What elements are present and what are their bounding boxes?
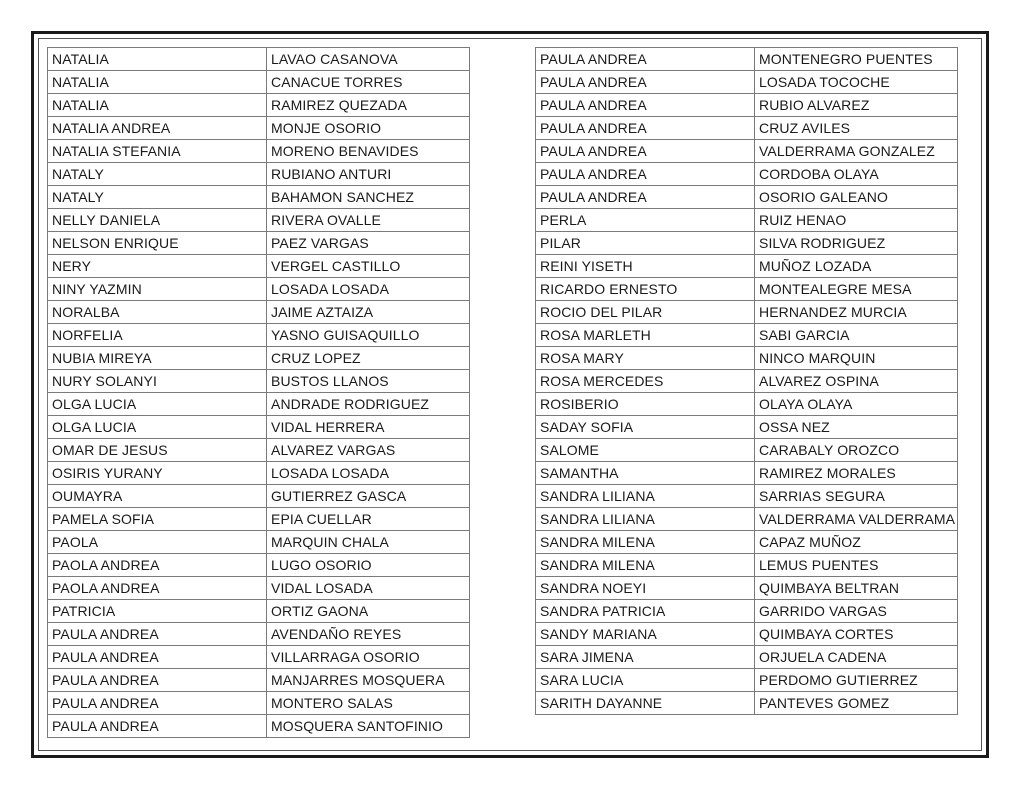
table-row: [536, 623, 958, 646]
surname-cell: MONTENEGRO PUENTES: [755, 48, 958, 71]
table-row: [536, 209, 958, 232]
given-name-cell: PAULA ANDREA: [536, 163, 755, 186]
table-row: [536, 485, 958, 508]
surname-cell: OSORIO GALEANO: [755, 186, 958, 209]
given-name-cell: SARITH DAYANNE: [536, 692, 755, 715]
table-row: [48, 600, 470, 623]
surname-cell: NINCO MARQUIN: [755, 347, 958, 370]
surname-cell: RUIZ HENAO: [755, 209, 958, 232]
given-name-cell: OUMAYRA: [48, 485, 267, 508]
table-row: [48, 163, 470, 186]
given-name-cell: PERLA: [536, 209, 755, 232]
given-name-cell: PAULA ANDREA: [48, 646, 267, 669]
surname-cell: MORENO BENAVIDES: [267, 140, 470, 163]
given-name-cell: ROSA MARY: [536, 347, 755, 370]
table-row: [48, 186, 470, 209]
given-name-cell: PAOLA ANDREA: [48, 554, 267, 577]
given-name-cell: NINY YAZMIN: [48, 278, 267, 301]
table-row: [536, 94, 958, 117]
table-row: [536, 278, 958, 301]
surname-cell: ORTIZ GAONA: [267, 600, 470, 623]
table-row: [48, 71, 470, 94]
table-row: [48, 140, 470, 163]
table-row: [536, 324, 958, 347]
table-row: [48, 554, 470, 577]
table-row: [48, 347, 470, 370]
table-row: [536, 462, 958, 485]
given-name-cell: PAULA ANDREA: [536, 48, 755, 71]
given-name-cell: NERY: [48, 255, 267, 278]
given-name-cell: NATALIA: [48, 48, 267, 71]
given-name-cell: PAULA ANDREA: [536, 71, 755, 94]
surname-cell: VIDAL HERRERA: [267, 416, 470, 439]
table-row: [48, 232, 470, 255]
table-row: [536, 439, 958, 462]
surname-cell: OSSA NEZ: [755, 416, 958, 439]
given-name-cell: SANDY MARIANA: [536, 623, 755, 646]
surname-cell: VERGEL CASTILLO: [267, 255, 470, 278]
given-name-cell: NATALIA STEFANIA: [48, 140, 267, 163]
surname-cell: MONTERO SALAS: [267, 692, 470, 715]
surname-cell: MANJARRES MOSQUERA: [267, 669, 470, 692]
given-name-cell: SARA JIMENA: [536, 646, 755, 669]
surname-cell: SARRIAS SEGURA: [755, 485, 958, 508]
table-row: [48, 301, 470, 324]
surname-cell: VALDERRAMA GONZALEZ: [755, 140, 958, 163]
names-table-right: [535, 47, 958, 715]
surname-cell: CRUZ AVILES: [755, 117, 958, 140]
surname-cell: JAIME AZTAIZA: [267, 301, 470, 324]
surname-cell: MARQUIN CHALA: [267, 531, 470, 554]
surname-cell: MOSQUERA SANTOFINIO: [267, 715, 470, 738]
table-row: [536, 255, 958, 278]
given-name-cell: OMAR DE JESUS: [48, 439, 267, 462]
table-row: [536, 577, 958, 600]
surname-cell: YASNO GUISAQUILLO: [267, 324, 470, 347]
surname-cell: ALVAREZ OSPINA: [755, 370, 958, 393]
table-row: [536, 370, 958, 393]
given-name-cell: NURY SOLANYI: [48, 370, 267, 393]
surname-cell: CRUZ LOPEZ: [267, 347, 470, 370]
table-row: [48, 324, 470, 347]
surname-cell: MONTEALEGRE MESA: [755, 278, 958, 301]
given-name-cell: SANDRA NOEYI: [536, 577, 755, 600]
given-name-cell: ROSA MARLETH: [536, 324, 755, 347]
table-row: [536, 646, 958, 669]
table-row: [48, 370, 470, 393]
table-row: [536, 71, 958, 94]
given-name-cell: OSIRIS YURANY: [48, 462, 267, 485]
surname-cell: ANDRADE RODRIGUEZ: [267, 393, 470, 416]
names-table-left: [47, 47, 470, 738]
table-row: [48, 94, 470, 117]
table-row: [48, 393, 470, 416]
surname-cell: PANTEVES GOMEZ: [755, 692, 958, 715]
table-row: [48, 209, 470, 232]
given-name-cell: ROSA MERCEDES: [536, 370, 755, 393]
given-name-cell: NORFELIA: [48, 324, 267, 347]
surname-cell: LUGO OSORIO: [267, 554, 470, 577]
table-row: [536, 232, 958, 255]
table-row: [48, 255, 470, 278]
given-name-cell: PAULA ANDREA: [48, 715, 267, 738]
given-name-cell: PAULA ANDREA: [48, 623, 267, 646]
given-name-cell: SANDRA MILENA: [536, 531, 755, 554]
table-row: [48, 462, 470, 485]
given-name-cell: NATALIA: [48, 71, 267, 94]
surname-cell: CARABALY OROZCO: [755, 439, 958, 462]
given-name-cell: SADAY SOFIA: [536, 416, 755, 439]
surname-cell: CORDOBA OLAYA: [755, 163, 958, 186]
given-name-cell: ROSIBERIO: [536, 393, 755, 416]
given-name-cell: NORALBA: [48, 301, 267, 324]
surname-cell: QUIMBAYA BELTRAN: [755, 577, 958, 600]
surname-cell: HERNANDEZ MURCIA: [755, 301, 958, 324]
given-name-cell: NATALIA: [48, 94, 267, 117]
table-row: [48, 646, 470, 669]
surname-cell: SABI GARCIA: [755, 324, 958, 347]
surname-cell: BAHAMON SANCHEZ: [267, 186, 470, 209]
table-row: [48, 692, 470, 715]
table-row: [48, 485, 470, 508]
given-name-cell: NELSON ENRIQUE: [48, 232, 267, 255]
table-row: [48, 117, 470, 140]
table-row: [536, 48, 958, 71]
surname-cell: VILLARRAGA OSORIO: [267, 646, 470, 669]
given-name-cell: NATALY: [48, 186, 267, 209]
surname-cell: OLAYA OLAYA: [755, 393, 958, 416]
given-name-cell: NUBIA MIREYA: [48, 347, 267, 370]
surname-cell: CAPAZ MUÑOZ: [755, 531, 958, 554]
surname-cell: LEMUS PUENTES: [755, 554, 958, 577]
table-row: [536, 692, 958, 715]
given-name-cell: ROCIO DEL PILAR: [536, 301, 755, 324]
surname-cell: VIDAL LOSADA: [267, 577, 470, 600]
given-name-cell: SARA LUCIA: [536, 669, 755, 692]
given-name-cell: OLGA LUCIA: [48, 416, 267, 439]
given-name-cell: PAULA ANDREA: [48, 692, 267, 715]
table-row: [536, 140, 958, 163]
table-row: [536, 347, 958, 370]
surname-cell: RAMIREZ QUEZADA: [267, 94, 470, 117]
surname-cell: RIVERA OVALLE: [267, 209, 470, 232]
table-row: [48, 531, 470, 554]
table-row: [536, 393, 958, 416]
surname-cell: LOSADA LOSADA: [267, 462, 470, 485]
given-name-cell: SALOME: [536, 439, 755, 462]
table-row: [536, 531, 958, 554]
given-name-cell: REINI YISETH: [536, 255, 755, 278]
given-name-cell: PAULA ANDREA: [536, 94, 755, 117]
given-name-cell: SANDRA LILIANA: [536, 485, 755, 508]
surname-cell: QUIMBAYA CORTES: [755, 623, 958, 646]
table-row: [48, 48, 470, 71]
surname-cell: ALVAREZ VARGAS: [267, 439, 470, 462]
given-name-cell: SANDRA LILIANA: [536, 508, 755, 531]
surname-cell: AVENDAÑO REYES: [267, 623, 470, 646]
surname-cell: SILVA RODRIGUEZ: [755, 232, 958, 255]
given-name-cell: PAULA ANDREA: [536, 117, 755, 140]
given-name-cell: SANDRA MILENA: [536, 554, 755, 577]
table-row: [536, 186, 958, 209]
surname-cell: PERDOMO GUTIERREZ: [755, 669, 958, 692]
table-row: [536, 163, 958, 186]
surname-cell: RAMIREZ MORALES: [755, 462, 958, 485]
surname-cell: GUTIERREZ GASCA: [267, 485, 470, 508]
surname-cell: LOSADA TOCOCHE: [755, 71, 958, 94]
table-row: [48, 439, 470, 462]
table-row: [536, 508, 958, 531]
table-row: [536, 669, 958, 692]
given-name-cell: PAULA ANDREA: [536, 140, 755, 163]
surname-cell: LAVAO CASANOVA: [267, 48, 470, 71]
table-row: [536, 301, 958, 324]
given-name-cell: NATALIA ANDREA: [48, 117, 267, 140]
table-row: [48, 278, 470, 301]
surname-cell: GARRIDO VARGAS: [755, 600, 958, 623]
given-name-cell: OLGA LUCIA: [48, 393, 267, 416]
table-row: [48, 416, 470, 439]
given-name-cell: PATRICIA: [48, 600, 267, 623]
given-name-cell: PAULA ANDREA: [48, 669, 267, 692]
given-name-cell: NELLY DANIELA: [48, 209, 267, 232]
table-row: [48, 508, 470, 531]
given-name-cell: NATALY: [48, 163, 267, 186]
table-row: [536, 600, 958, 623]
surname-cell: MONJE OSORIO: [267, 117, 470, 140]
surname-cell: RUBIO ALVAREZ: [755, 94, 958, 117]
table-row: [48, 623, 470, 646]
given-name-cell: PILAR: [536, 232, 755, 255]
surname-cell: RUBIANO ANTURI: [267, 163, 470, 186]
table-row: [536, 554, 958, 577]
given-name-cell: SANDRA PATRICIA: [536, 600, 755, 623]
surname-cell: CANACUE TORRES: [267, 71, 470, 94]
surname-cell: BUSTOS LLANOS: [267, 370, 470, 393]
table-row: [48, 577, 470, 600]
surname-cell: LOSADA LOSADA: [267, 278, 470, 301]
table-row: [48, 669, 470, 692]
given-name-cell: PAOLA: [48, 531, 267, 554]
surname-cell: MUÑOZ LOZADA: [755, 255, 958, 278]
given-name-cell: SAMANTHA: [536, 462, 755, 485]
table-row: [48, 715, 470, 738]
surname-cell: ORJUELA CADENA: [755, 646, 958, 669]
given-name-cell: RICARDO ERNESTO: [536, 278, 755, 301]
given-name-cell: PAULA ANDREA: [536, 186, 755, 209]
table-row: [536, 416, 958, 439]
given-name-cell: PAMELA SOFIA: [48, 508, 267, 531]
given-name-cell: PAOLA ANDREA: [48, 577, 267, 600]
surname-cell: EPIA CUELLAR: [267, 508, 470, 531]
table-row: [536, 117, 958, 140]
surname-cell: VALDERRAMA VALDERRAMA: [755, 508, 958, 531]
surname-cell: PAEZ VARGAS: [267, 232, 470, 255]
